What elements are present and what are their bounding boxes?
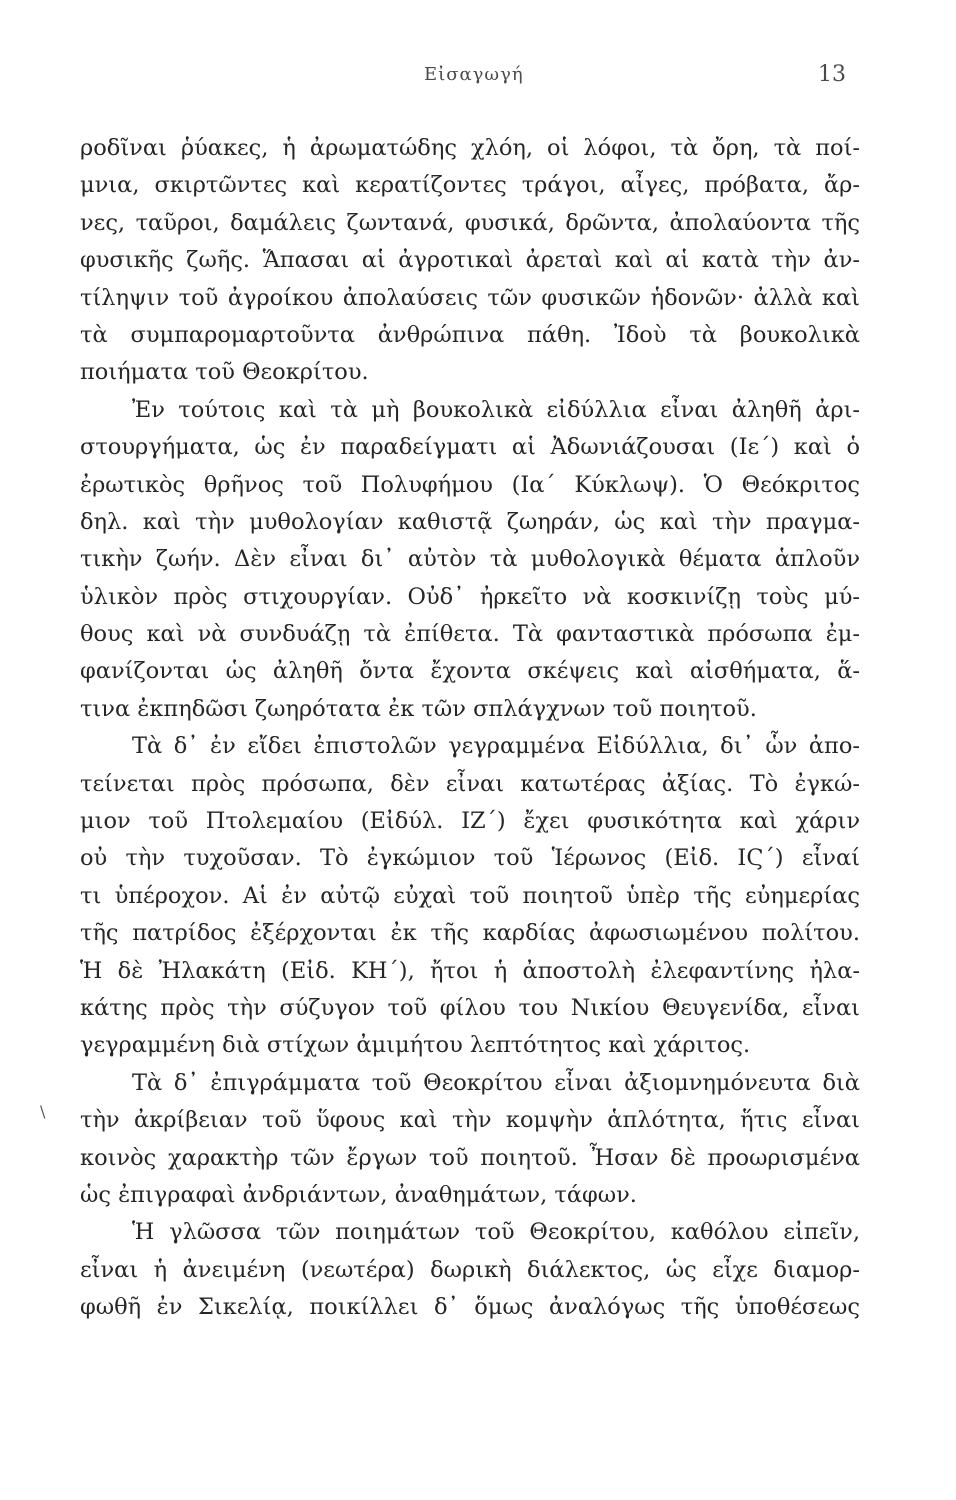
text-line: κοινὸς χαρακτὴρ τῶν ἔργων τοῦ ποιητοῦ. Ἦσαν δὲ προωρισμένα: [80, 1144, 860, 1171]
text-line: εἶναι ἡ ἀνειμένη (νεωτέρα) δωρικὴ διάλεκτος, ὡς εἶχε διαμορ-: [80, 1256, 860, 1283]
margin-mark: \: [40, 1102, 46, 1121]
text-line: τῆς πατρίδος ἐξέρχονται ἐκ τῆς καρδίας ἀφωσιωμένου πολίτου.: [80, 920, 860, 947]
text-line: Ἐν τούτοις καὶ τὰ μὴ βουκολικὰ εἰδύλλια εἶναι ἀληθῆ ἀρι-: [132, 396, 860, 423]
text-line: ὡς ἐπιγραφαὶ ἀνδριάντων, ἀναθημάτων, τάφων.: [80, 1181, 637, 1208]
text-line: τίληψιν τοῦ ἀγροίκου ἀπολαύσεις τῶν φυσικῶν ἡδονῶν· ἀλλὰ καὶ: [80, 284, 860, 311]
text-line: θους καὶ νὰ συνδυάζῃ τὰ ἐπίθετα. Τὰ φανταστικὰ πρόσωπα ἐμ-: [80, 621, 860, 648]
text-line: ποιήματα τοῦ Θεοκρίτου.: [80, 359, 369, 386]
text-line: Ἡ γλῶσσα τῶν ποιημάτων τοῦ Θεοκρίτου, καθόλου εἰπεῖν,: [132, 1219, 860, 1246]
text-line: στουργήματα, ὡς ἐν παραδείγματι αἱ Ἀδωνιάζουσαι (Ιε΄) καὶ ὁ: [80, 434, 860, 461]
text-line: κάτης πρὸς τὴν σύζυγον τοῦ φίλου του Νικίου Θευγενίδα, εἶναι: [80, 994, 860, 1021]
text-line: φανίζονται ὡς ἀληθῆ ὄντα ἔχοντα σκέψεις καὶ αἰσθήματα, ἅ-: [80, 658, 860, 685]
text-line: τινα ἐκπηδῶσι ζωηρότατα ἐκ τῶν σπλάγχνων τοῦ ποιητοῦ.: [80, 695, 757, 722]
text-line: τείνεται πρὸς πρόσωπα, δὲν εἶναι κατωτέρας ἀξίας. Τὸ ἐγκώ-: [80, 770, 860, 797]
text-line: Ἡ δὲ Ἠλακάτη (Εἰδ. ΚΗ΄), ἤτοι ἡ ἀποστολὴ ἐλεφαντίνης ἠλα-: [80, 957, 860, 984]
text-line: δηλ. καὶ τὴν μυθολογίαν καθιστᾷ ζωηράν, ὡς καὶ τὴν πραγμα-: [80, 508, 860, 535]
text-line: τι ὑπέροχον. Αἱ ἐν αὐτῷ εὐχαὶ τοῦ ποιητοῦ ὑπὲρ τῆς εὐημερίας: [80, 882, 860, 909]
text-body: [80, 130, 860, 1327]
text-line: φωθῆ ἐν Σικελίᾳ, ποικίλλει δ᾽ ὅμως ἀναλόγως τῆς ὑποθέσεως: [80, 1294, 860, 1321]
text-line: ροδῖναι ῥύακες, ἡ ἀρωματώδης χλόη, οἱ λόφοι, τὰ ὄρη, τὰ ποί-: [80, 135, 860, 161]
text-line: Τὰ δ᾽ ἐπιγράμματα τοῦ Θεοκρίτου εἶναι ἀξιομνημόνευτα διὰ: [132, 1069, 860, 1096]
page-number: 13: [818, 62, 846, 87]
text-line: μνια, σκιρτῶντες καὶ κερατίζοντες τράγοι, αἶγες, πρόβατα, ἄρ-: [80, 172, 860, 199]
text-line: ἐρωτικὸς θρῆνος τοῦ Πολυφήμου (Ια΄ Κύκλωψ). Ὁ Θεόκριτος: [80, 471, 860, 498]
text-line: τικὴν ζωήν. Δὲν εἶναι δι᾽ αὐτὸν τὰ μυθολογικὰ θέματα ἁπλοῦν: [80, 546, 860, 573]
running-head: [0, 52, 956, 92]
text-line: οὐ τὴν τυχοῦσαν. Τὸ ἐγκώμιον τοῦ Ἱέρωνος (Εἰδ. ΙϚ΄) εἶναί: [80, 845, 860, 872]
running-head-title: Εἰσαγωγή: [424, 64, 524, 85]
text-line: νες, ταῦροι, δαμάλεις ζωντανά, φυσικά, δρῶντα, ἀπολαύοντα τῆς: [80, 209, 860, 236]
text-line: μιον τοῦ Πτολεμαίου (Εἰδύλ. ΙΖ΄) ἔχει φυσικότητα καὶ χάριν: [80, 808, 860, 835]
text-line: γεγραμμένη διὰ στίχων ἀμιμήτου λεπτότητος καὶ χάριτος.: [80, 1032, 751, 1059]
text-line: φυσικῆς ζωῆς. Ἅπασαι αἱ ἀγροτικαὶ ἀρεταὶ καὶ αἱ κατὰ τὴν ἀν-: [80, 247, 860, 274]
text-line: τὴν ἀκρίβειαν τοῦ ὕφους καὶ τὴν κομψὴν ἁπλότητα, ἥτις εἶναι: [80, 1107, 860, 1134]
text-line: Τὰ δ᾽ ἐν εἴδει ἐπιστολῶν γεγραμμένα Εἰδύλλια, δι᾽ ὧν ἀπο-: [132, 733, 860, 760]
text-line: ὑλικὸν πρὸς στιχουργίαν. Οὐδ᾽ ἠρκεῖτο νὰ κοσκινίζῃ τοὺς μύ-: [80, 583, 860, 610]
text-line: τὰ συμπαρομαρτοῦντα ἀνθρώπινα πάθη. Ἰδοὺ τὰ βουκολικὰ: [80, 321, 860, 348]
